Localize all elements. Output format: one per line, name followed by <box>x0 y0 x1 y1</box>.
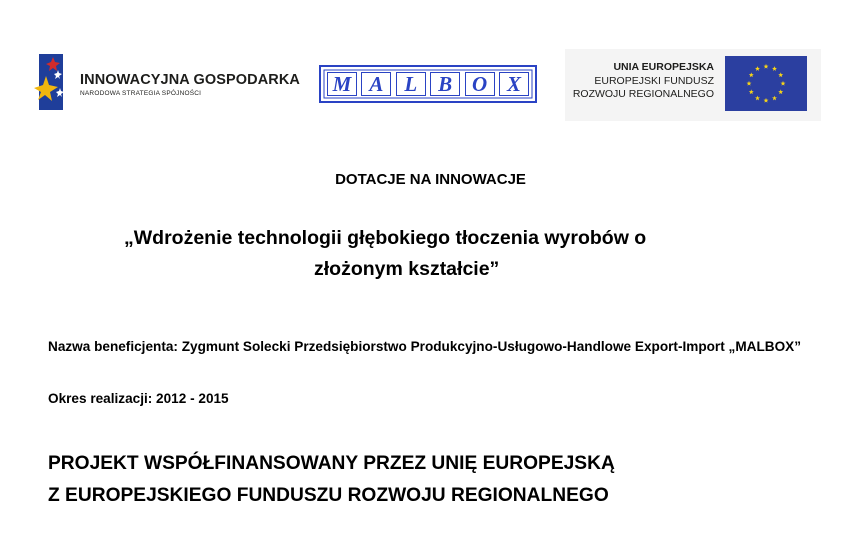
malbox-letter: X <box>499 72 529 96</box>
eu-text <box>573 61 714 102</box>
malbox-logo <box>319 65 537 103</box>
malbox-letter: A <box>361 72 391 96</box>
eu-flag-icon <box>725 56 807 111</box>
malbox-letters <box>327 72 529 96</box>
innowacyjna-gospodarka-emblem-icon <box>32 52 72 112</box>
innowacyjna-gospodarka-subtitle: NARODOWA STRATEGIA SPÓJNOŚCI <box>80 90 202 97</box>
beneficiary-name: Nazwa beneficjenta: Zygmunt Solecki Przedsiębiorstwo Produkcyjno-Usługowo-Handlowe Export-Import „MALBOX” <box>48 339 802 354</box>
eu-line3: ROZWOJU REGIONALNEGO <box>572 88 714 100</box>
innowacyjna-gospodarka-title: INNOWACYJNA GOSPODARKA <box>80 72 300 88</box>
eu-line2: EUROPEJSKI FUNDUSZ <box>594 74 714 87</box>
project-title-line1: „Wdrożenie technologii głębokiego tłoczenia wyrobów o <box>124 227 647 249</box>
malbox-letter: O <box>465 72 495 96</box>
project-title-line2: złożonym kształcie” <box>314 258 500 280</box>
cofinancing-line1: PROJEKT WSPÓŁFINANSOWANY PRZEZ UNIĘ EUROPEJSKĄ <box>48 453 615 474</box>
program-heading: DOTACJE NA INNOWACJE <box>335 171 526 188</box>
malbox-letter: M <box>327 72 357 96</box>
realization-period: Okres realizacji: 2012 - 2015 <box>48 391 229 406</box>
malbox-letter: B <box>430 72 460 96</box>
malbox-letter: L <box>396 72 426 96</box>
cofinancing-line2: Z EUROPEJSKIEGO FUNDUSZU ROZWOJU REGIONALNEGO <box>48 485 609 506</box>
eu-logo <box>565 49 821 121</box>
eu-line1: UNIA EUROPEJSKA <box>613 61 714 73</box>
innowacyjna-gospodarka-logo <box>32 52 302 114</box>
